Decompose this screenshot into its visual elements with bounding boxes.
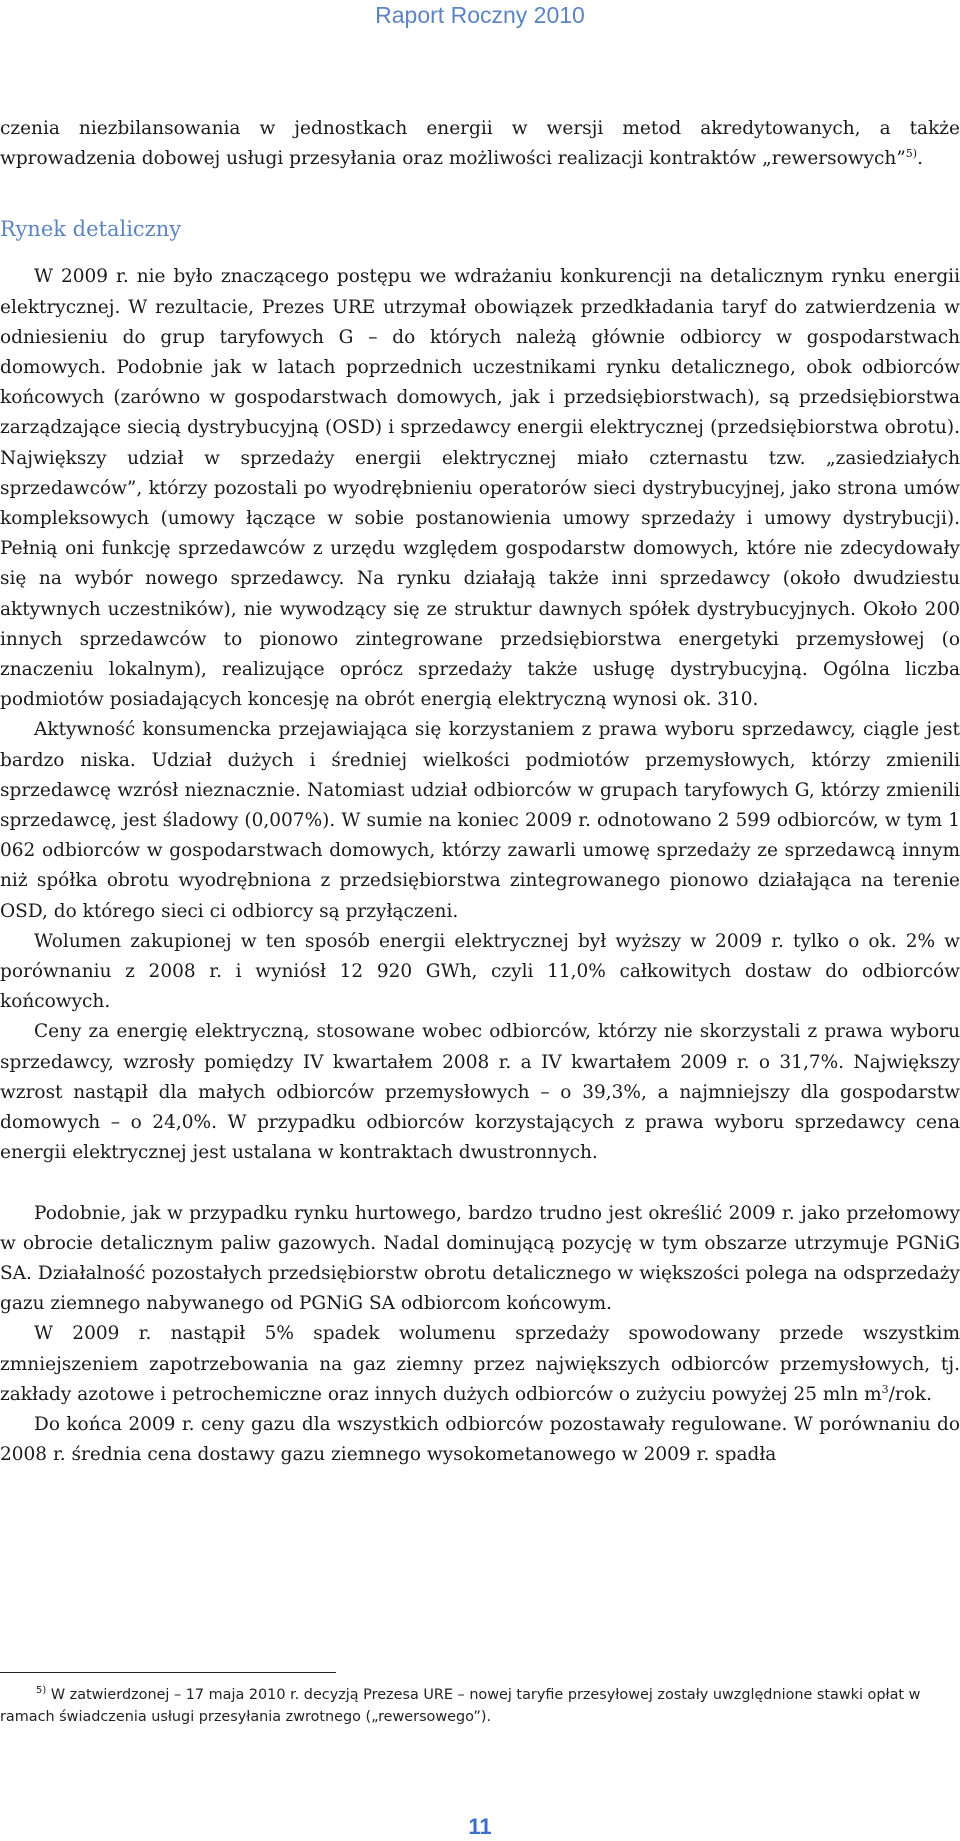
paragraph-consumer-activity: Aktywność konsumencka przejawiająca się korzystaniem z prawa wyboru sprzedawcy, ciągle jest bardzo niska. Udział dużych i średniej wielkości podmiotów przemysłowych, którzy zmienili sprzedawcę wzrósł nieznacznie. Natomiast udział odbiorców w grupach taryfowych G, którzy zmienili sprzedawcę, jest śladowy (0,007%). W sumie na koniec 2009 r. odnotowano 2 599 odbiorców, w tym 1 062 odbiorców w gospodarstwach domowych, którzy zawarli umowę sprzedaży ze sprzedawcą innym niż spółka obrotu wyodrębniona z przedsiębiorstwa zintegrowanego pionowo działająca na terenie OSD, do którego sieci ci odbiorcy są przyłączeni.	[0, 719, 960, 922]
paragraph-gas-market: Podobnie, jak w przypadku rynku hurtowego, bardzo trudno jest określić 2009 r. jako przełomowy w obrocie detalicznym paliw gazowych. Nadal dominującą pozycję w tym obszarze utrzymuje PGNiG SA. Działalność pozostałych przedsiębiorstw obrotu detalicznego w większości polega na odsprzedaży gazu ziemnego nabywanego od PGNiG SA odbiorcom końcowym.	[0, 1202, 960, 1315]
footnote-divider	[0, 1672, 336, 1673]
page-number: 11	[468, 1814, 492, 1839]
intro-paragraph	[0, 114, 960, 174]
intro-end: .	[917, 148, 923, 170]
paragraph-prices: Ceny za energię elektryczną, stosowane wobec odbiorców, którzy nie skorzystali z prawa wyboru sprzedawcy, wzrosły pomiędzy IV kwartałem 2008 r. a IV kwartałem 2009 r. o 31,7%. Największy wzrost nastąpił dla małych odbiorców przemysłowych – o 39,3%, a najmniejszy dla gospodarstw domowych – o 24,0%. W przypadku odbiorców korzystających z prawa wyboru sprzedawcy cena energii elektrycznej jest ustalana w kontraktach dwustronnych.	[0, 1021, 960, 1164]
footnote	[0, 1684, 960, 1728]
running-header: Raport Roczny 2010	[375, 2, 585, 28]
superscript-3: 3	[881, 1382, 889, 1396]
footnote-reference[interactable]: 5)	[905, 147, 918, 161]
intro-text: czenia niezbilansowania w jednostkach energii w wersji metod akredytowanych, a także wprowadzenia dobowej usługi przesyłania oraz możliwości realizacji kontraktów „rewersowych”	[0, 118, 960, 170]
paragraph-gas-volume	[0, 1319, 960, 1410]
gas-volume-end: /rok.	[888, 1383, 932, 1405]
gas-volume-text: W 2009 r. nastąpił 5% spadek wolumenu sprzedaży spowodowany przede wszystkim zmniejszeniem zapotrzebowania na gaz ziemny przez największych odbiorców przemysłowych, tj. zakłady azotowe i petrochemiczne oraz innych dużych odbiorców o zużyciu powyżej 25 mln m	[0, 1323, 960, 1405]
footnote-number: 5)	[36, 1685, 47, 1697]
paragraph-volume: Wolumen zakupionej w ten sposób energii elektrycznej był wyższy w 2009 r. tylko o ok. 2% w porównaniu z 2008 r. i wyniósł 12 920 GWh, czyli 11,0% całkowitych dostaw do odbiorców końcowych.	[0, 930, 960, 1013]
paragraph-gas-prices: Do końca 2009 r. ceny gazu dla wszystkich odbiorców pozostawały regulowane. W porównaniu do 2008 r. średnia cena dostawy gazu ziemnego wysokometanowego w 2009 r. spadła	[0, 1413, 960, 1466]
paragraph-retail-market: W 2009 r. nie było znaczącego postępu we wdrażaniu konkurencji na detalicznym rynku energii elektrycznej. W rezultacie, Prezes URE utrzymał obowiązek przedkładania taryf do zatwierdzenia w odniesieniu do grup taryfowych G – do których należą głównie odbiorcy w gospodarstwach domowych. Podobnie jak w latach poprzednich uczestnikami rynku detalicznego, obok odbiorców końcowych (zarówno w gospodarstwach domowych, jak i przedsiębiorstwach), są przedsiębiorstwa zarządzające siecią dystrybucyjną (OSD) i sprzedawcy energii elektrycznej (przedsiębiorstwa obrotu). Największy udział w sprzedaży energii elektrycznej miało czternastu tzw. „zasiedziałych sprzedawców”, którzy pozostali po wyodrębnieniu operatorów sieci dystrybucyjnej, jako strona umów kompleksowych (umowy łączące w sobie postanowienia umowy sprzedaży i umowy dystrybucji). Pełnią oni funkcję sprzedawców z urzędu względem gospodarstw domowych, które nie zdecydowały się na wybór nowego sprzedawcy. Na rynku działają także inni sprzedawcy (około dwudziestu aktywnych uczestników), nie wywodzący się ze struktur dawnych spółek dystrybucyjnych. Około 200 innych sprzedawców to pionowo zintegrowane przedsiębiorstwa energetyki przemysłowej (o znaczeniu lokalnym), realizujące oprócz sprzedaży także usługę dystrybucyjną. Ogólna liczba podmiotów posiadających koncesję na obrót energią elektryczną wynosi ok. 310.	[0, 266, 960, 711]
footnote-text: W zatwierdzonej – 17 maja 2010 r. decyzją Prezesa URE – nowej taryfie przesyłowej zostały uwzględnione stawki opłat w ramach świadczenia usługi przesyłania zwrotnego („rewersowego”).	[0, 1687, 921, 1725]
body-text	[0, 114, 960, 1470]
section-heading: Rynek detaliczny	[0, 217, 182, 242]
